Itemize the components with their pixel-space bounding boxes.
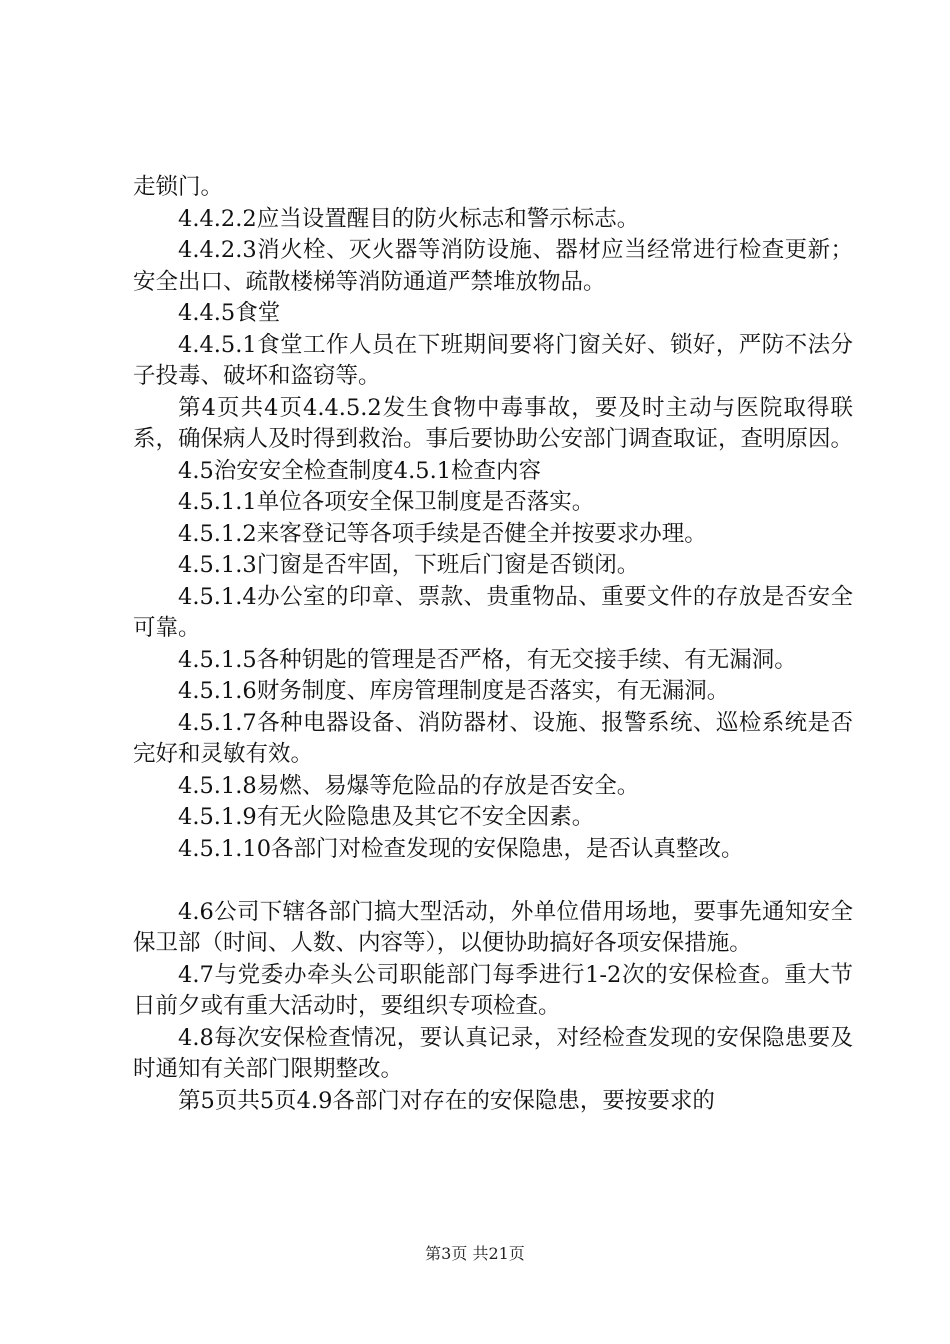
paragraph-2: 4.4.2.2应当设置醒目的防火标志和警示标志。	[178, 205, 640, 232]
paragraph-4: 4.4.5食堂	[178, 300, 281, 326]
paragraph-8: 4.5.1.1单位各项安全保卫制度是否落实。	[178, 489, 595, 515]
paragraph-3: 4.4.2.3消火栓、灭火器等消防设施、器材应当经常进行检查更新；安全出口、疏散楼梯等消防通道严禁堆放物品。	[133, 237, 853, 295]
paragraph-17: 4.5.1.10各部门对检查发现的安保隐患，是否认真整改。	[178, 835, 744, 862]
paragraph-19: 4.7与党委办牵头公司职能部门每季进行1-2次的安保检查。重大节日前夕或有重大活动时，要组织专项检查。	[133, 961, 853, 1019]
page-number-label: 第3页 共21页	[425, 1244, 525, 1263]
page-footer	[0, 1244, 950, 1264]
paragraph-9: 4.5.1.2来客登记等各项手续是否健全并按要求办理。	[178, 520, 707, 547]
paragraph-14: 4.5.1.7各种电器设备、消防器材、设施、报警系统、巡检系统是否完好和灵敏有效。	[133, 709, 853, 767]
paragraph-20: 4.8每次安保检查情况，要认真记录，对经检查发现的安保隐患要及时通知有关部门限期整改。	[133, 1024, 853, 1082]
paragraph-13: 4.5.1.6财务制度、库房管理制度是否落实，有无漏洞。	[178, 678, 730, 704]
document-body	[133, 172, 853, 1117]
paragraph-5: 4.4.5.1食堂工作人员在下班期间要将门窗关好、锁好，严防不法分子投毒、破坏和盗窃等。	[133, 331, 853, 389]
paragraph-21: 第5页共5页4.9各部门对存在的安保隐患，要按要求的	[178, 1087, 715, 1114]
paragraph-12: 4.5.1.5各种钥匙的管理是否严格，有无交接手续、有无漏洞。	[178, 646, 797, 673]
paragraph-10: 4.5.1.3门窗是否牢固，下班后门窗是否锁闭。	[178, 552, 640, 578]
paragraph-18: 4.6公司下辖各部门搞大型活动，外单位借用场地，要事先通知安全保卫部（时间、人数、内容等），以便协助搞好各项安保措施。	[133, 898, 853, 956]
paragraph-15: 4.5.1.8易燃、易爆等危险品的存放是否安全。	[178, 772, 640, 799]
paragraph-7: 4.5治安安全检查制度4.5.1检查内容	[178, 457, 542, 484]
paragraph-1: 走锁门。	[133, 174, 224, 200]
paragraph-6: 第4页共4页4.4.5.2发生食物中毒事故，要及时主动与医院取得联系，确保病人及时得到救治。事后要协助公安部门调查取证，查明原因。	[133, 394, 854, 452]
paragraph-16: 4.5.1.9有无火险隐患及其它不安全因素。	[178, 804, 595, 830]
paragraph-11: 4.5.1.4办公室的印章、票款、贵重物品、重要文件的存放是否安全可靠。	[133, 583, 853, 641]
